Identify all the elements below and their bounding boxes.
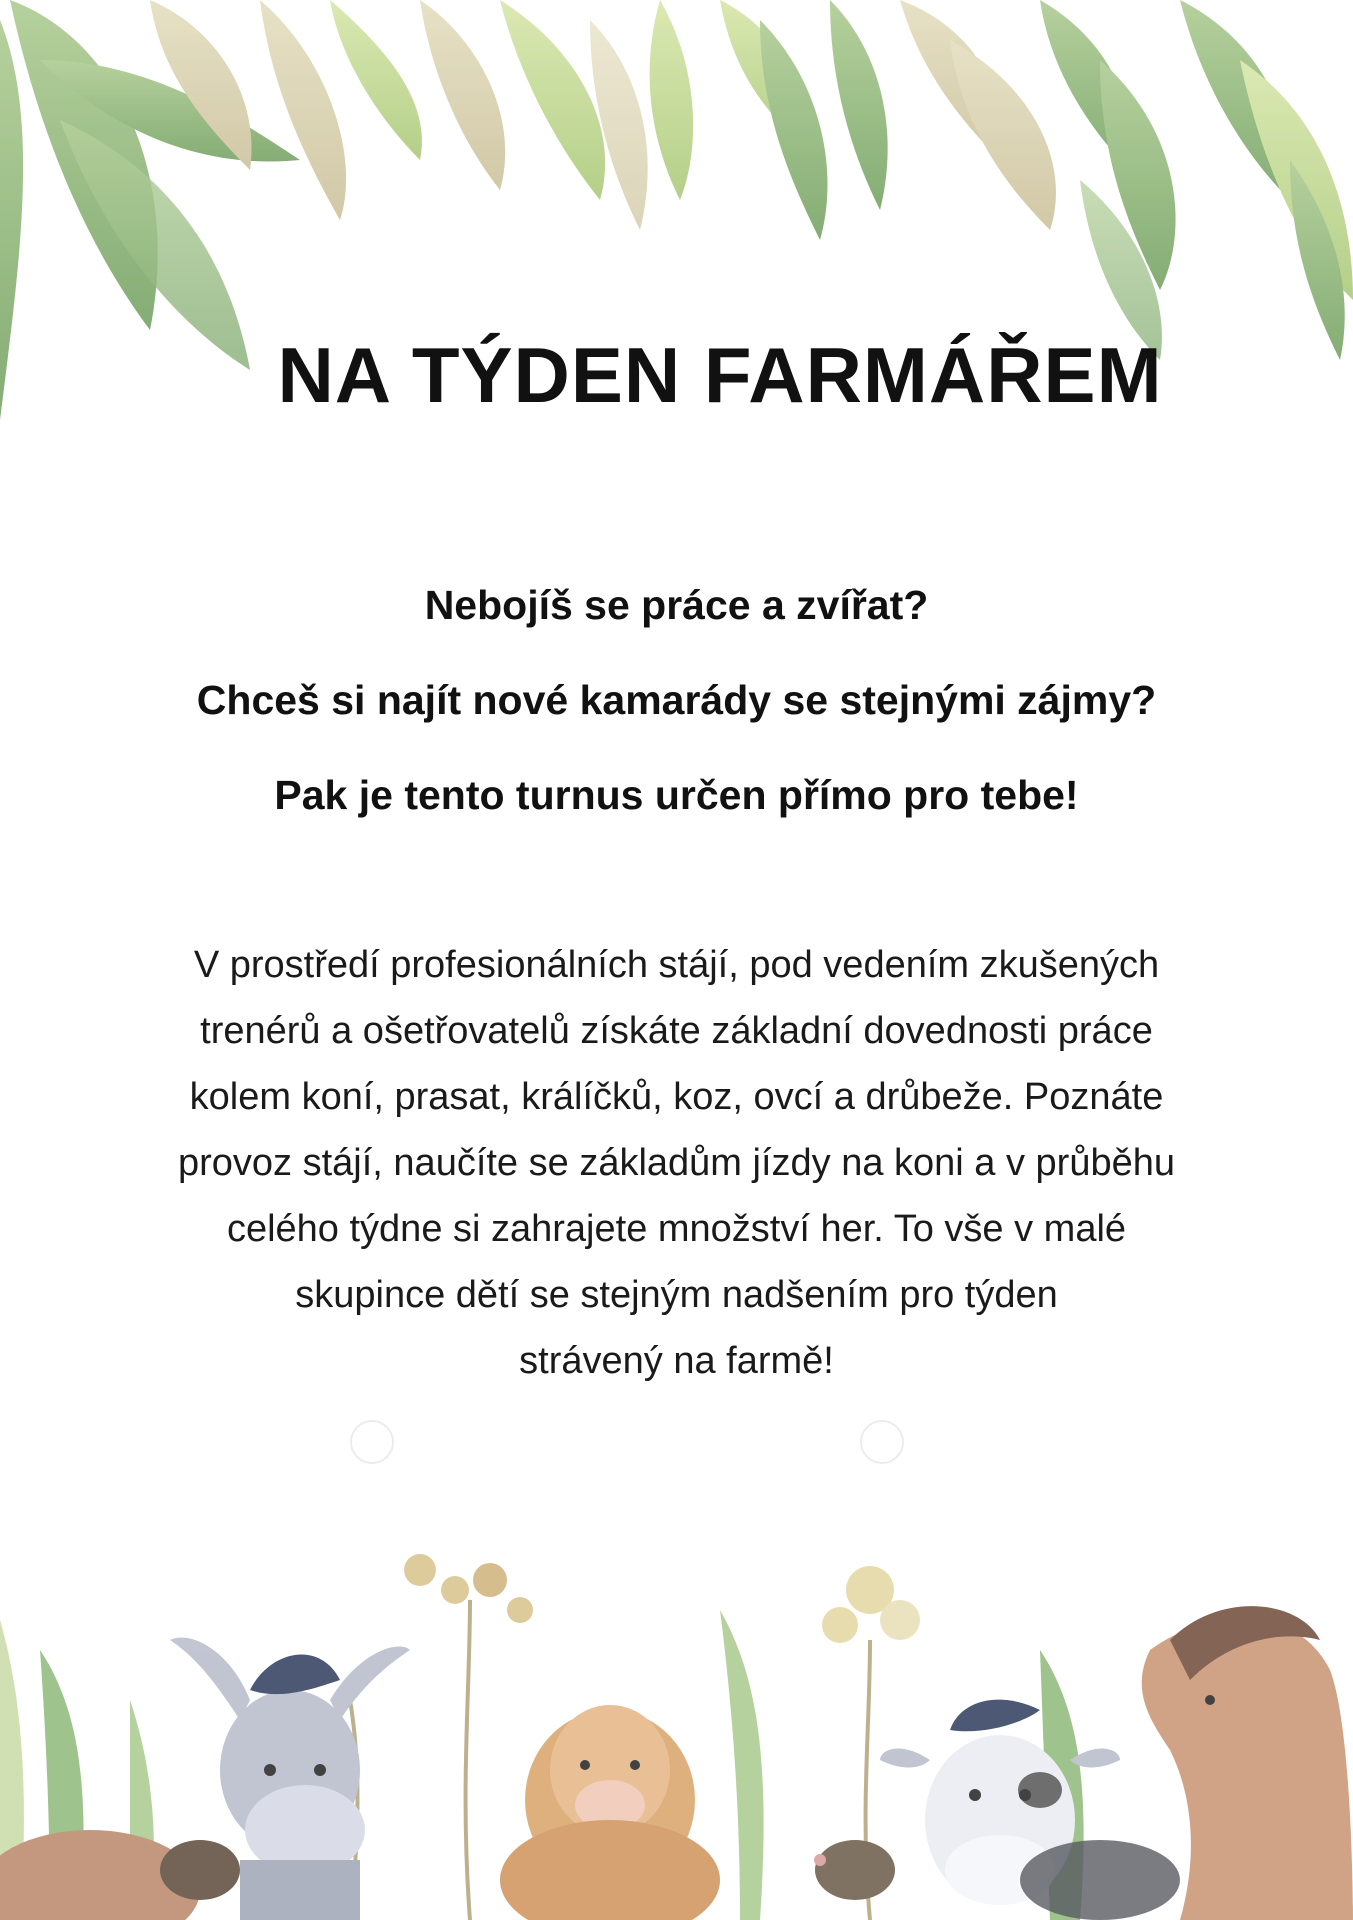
question-3: Pak je tento turnus určen přímo pro tebe! xyxy=(274,772,1079,818)
question-1: Nebojíš se práce a zvířat? xyxy=(424,582,929,628)
description-line: kolem koní, prasat, králíčků, koz, ovcí a drůbeže. Poznáte xyxy=(189,1076,1164,1118)
question-2: Chceš si najít nové kamarády se stejnými zájmy? xyxy=(196,677,1157,723)
watermark-icon xyxy=(350,1420,394,1464)
description-line: trenérů a ošetřovatelů získáte základní dovednosti práce xyxy=(200,1010,1153,1052)
bottom-animals-decoration xyxy=(0,1530,1353,1920)
description-paragraph xyxy=(130,932,1223,1394)
description-line: provoz stájí, naučíte se základům jízdy na koni a v průběhu xyxy=(178,1142,1175,1184)
description-line: celého týdne si zahrajete množství her. To vše v malé xyxy=(226,1208,1127,1250)
description-line: V prostředí profesionálních stájí, pod vedením zkušených xyxy=(193,944,1160,986)
watermark-icon xyxy=(860,1420,904,1464)
description-line: skupince dětí se stejným nadšením pro týden xyxy=(295,1274,1058,1316)
page-title: NA TÝDEN FARMÁŘEM xyxy=(277,331,1163,419)
description-line: strávený na farmě! xyxy=(519,1340,834,1382)
